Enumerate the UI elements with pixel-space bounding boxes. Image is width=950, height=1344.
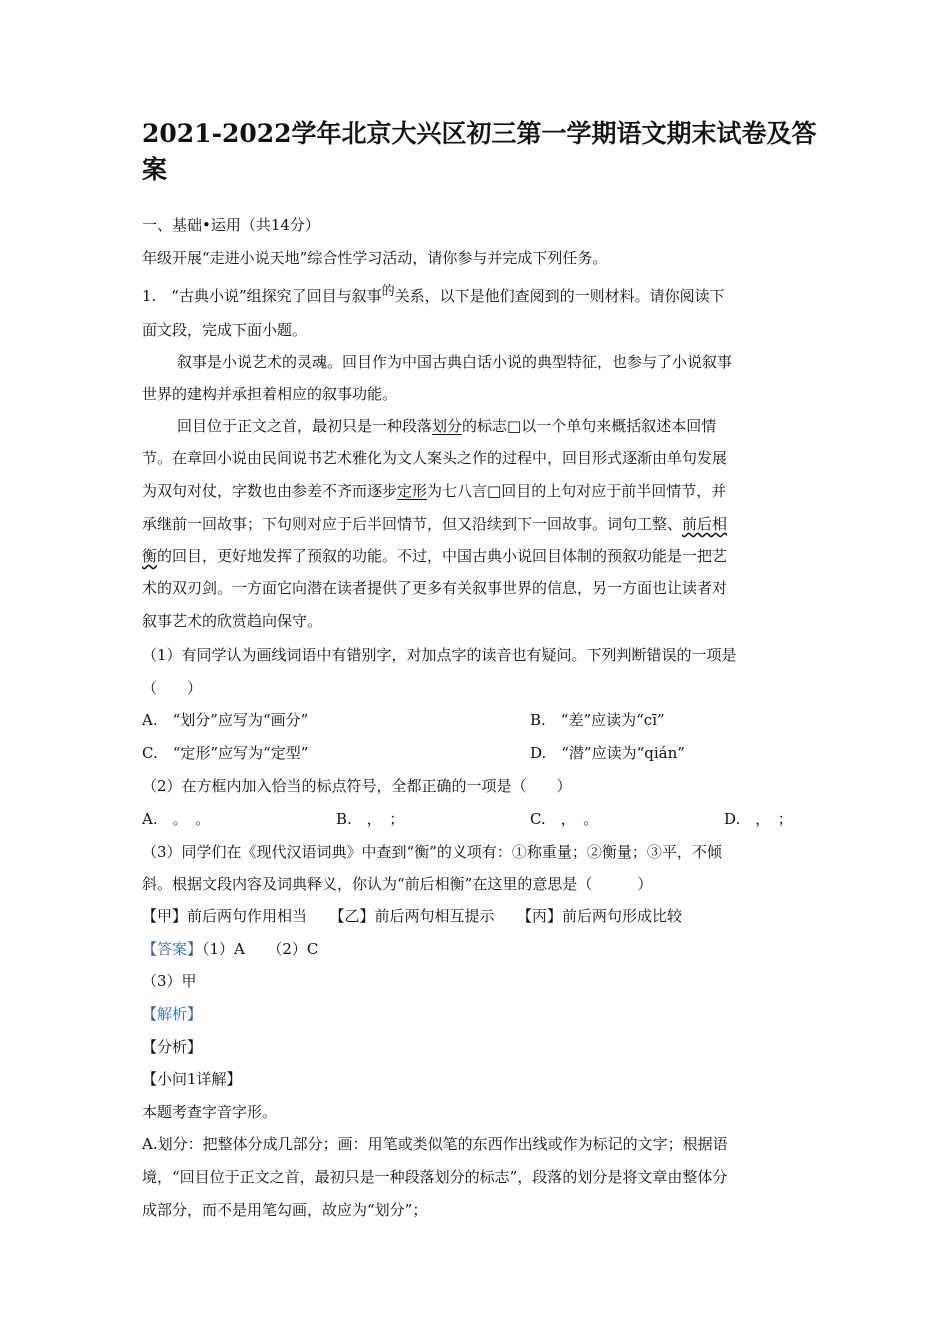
passage-p2-line-5 xyxy=(142,546,727,566)
sub-question-3-stem-2: 斜。根据文段内容及词典释义，你认为“前后相衡”在这里的意思是（ ） xyxy=(142,875,653,893)
passage-p2-line-6: 术的双刃剑。一方面它向潜在读者提供了更多有关叙事世界的信息，另一方面也让读者对 xyxy=(142,579,728,597)
analysis-label: 【解析】 xyxy=(142,1005,203,1023)
analysis-a-line-1: A.划分：把整体分成几部分；画：用笔或类似笔的东西作出线或作为标记的文字；根据语 xyxy=(142,1135,728,1153)
underlined-word-huafen: 划分 xyxy=(432,417,463,435)
answer-line-2: （3）甲 xyxy=(142,972,197,990)
option-2c: C. ， 。 xyxy=(530,810,599,828)
option-1b: B. “差”应读为“cī” xyxy=(530,711,665,729)
analysis-fenxi: 【分析】 xyxy=(142,1038,203,1056)
analysis-intro: 本题考查字音字形。 xyxy=(142,1103,278,1121)
passage-text: 回目位于正文之首，最初只是一种段落 xyxy=(177,417,433,435)
option-2d: D. ， ； xyxy=(724,810,793,828)
sub-question-1-bracket: （ ） xyxy=(142,679,203,697)
passage-text: 的回目，更好地发挥了预叙的功能。不过，中国古典小说回目体制的预叙功能是一把艺 xyxy=(157,547,728,565)
sub-question-3-choices: 【甲】前后两句作用相当 【乙】前后两句相互提示 【丙】前后两句形成比较 xyxy=(142,907,683,925)
answer-text: （1）A （2）C xyxy=(202,940,319,958)
option-1a: A. “划分”应写为“画分” xyxy=(142,711,309,729)
option-2a: A. 。 。 xyxy=(142,810,211,828)
question-1-text-b: 关系，以下是他们查阅到的一则材料。请你阅读下 xyxy=(394,287,725,305)
activity-intro: 年级开展“走进小说天地”综合性学习活动，请你参与并完成下列任务。 xyxy=(142,249,608,267)
section-heading: 一、基础•运用（共14分） xyxy=(142,216,320,234)
passage-text: 为双句对仗，字数也由参差不齐而逐步 xyxy=(142,482,398,500)
passage-p2-line-1 xyxy=(177,416,716,436)
analysis-a-line-2: 境，“回目位于正文之首，最初只是一种段落划分的标志”，段落的划分是将文章由整体分 xyxy=(142,1168,728,1186)
passage-text: 承继前一回故事；下句则对应于后半回情节，但又沿续到下一回故事。词句工整、 xyxy=(142,515,683,533)
passage-p1-line-2: 世界的建构并承担着相应的叙事功能。 xyxy=(142,385,398,403)
sub-question-2-stem: （2）在方框内加入恰当的标点符号，全都正确的一项是（ ） xyxy=(142,777,572,795)
passage-p2-line-4 xyxy=(142,514,727,534)
question-1-line-1 xyxy=(142,286,725,308)
option-1c: C. “定形”应写为“定型” xyxy=(142,744,309,762)
question-1-line-2: 面文段，完成下面小题。 xyxy=(142,321,308,339)
answer-line-1 xyxy=(142,939,318,959)
passage-p2-line-2: 节。在章回小说由民间说书艺术雅化为文人案头之作的过程中，回目形式逐渐由单句发展 xyxy=(142,449,728,467)
passage-p2-line-3 xyxy=(142,481,726,501)
answer-label: 【答案】 xyxy=(142,940,203,958)
underlined-word-dingxing: 定形 xyxy=(397,482,428,500)
passage-text: 为七八言□回目的上句对应于前半回情节，并 xyxy=(427,482,727,500)
sub-question-3-stem: （3）同学们在《现代汉语词典》中查到“衡”的义项有：①称重量；②衡量；③平，不倾 xyxy=(142,843,722,861)
wavy-underlined-phrase: 前后相 xyxy=(682,515,728,533)
wavy-underlined-phrase-end: 衡 xyxy=(142,547,158,565)
passage-p2-line-7: 叙事艺术的欣赏趋向保守。 xyxy=(142,612,323,630)
sub-question-1-stem: （1）有同学认为画线词语中有错别字，对加点字的读音也有疑问。下列判断错误的一项是 xyxy=(142,646,737,664)
passage-text: 的标志□以一个单句来概括叙述本回情 xyxy=(462,417,717,435)
question-1-superscript: 的 xyxy=(381,284,395,299)
question-1-text-a: 1. “古典小说”组探究了回目与叙事 xyxy=(142,287,382,305)
option-1d: D. “潜”应读为“qián” xyxy=(530,744,685,762)
passage-p1-line-1: 叙事是小说艺术的灵魂。回目作为中国古典白话小说的典型特征，也参与了小说叙事 xyxy=(177,353,733,371)
option-2b: B. ， ； xyxy=(336,810,405,828)
analysis-a-line-3: 成部分，而不是用笔勾画，故应为“划分”； xyxy=(142,1201,428,1219)
analysis-subquestion-heading: 【小问1详解】 xyxy=(142,1070,242,1088)
page-title: 2021-2022学年北京大兴区初三第一学期语文期末试卷及答案 xyxy=(142,119,817,184)
